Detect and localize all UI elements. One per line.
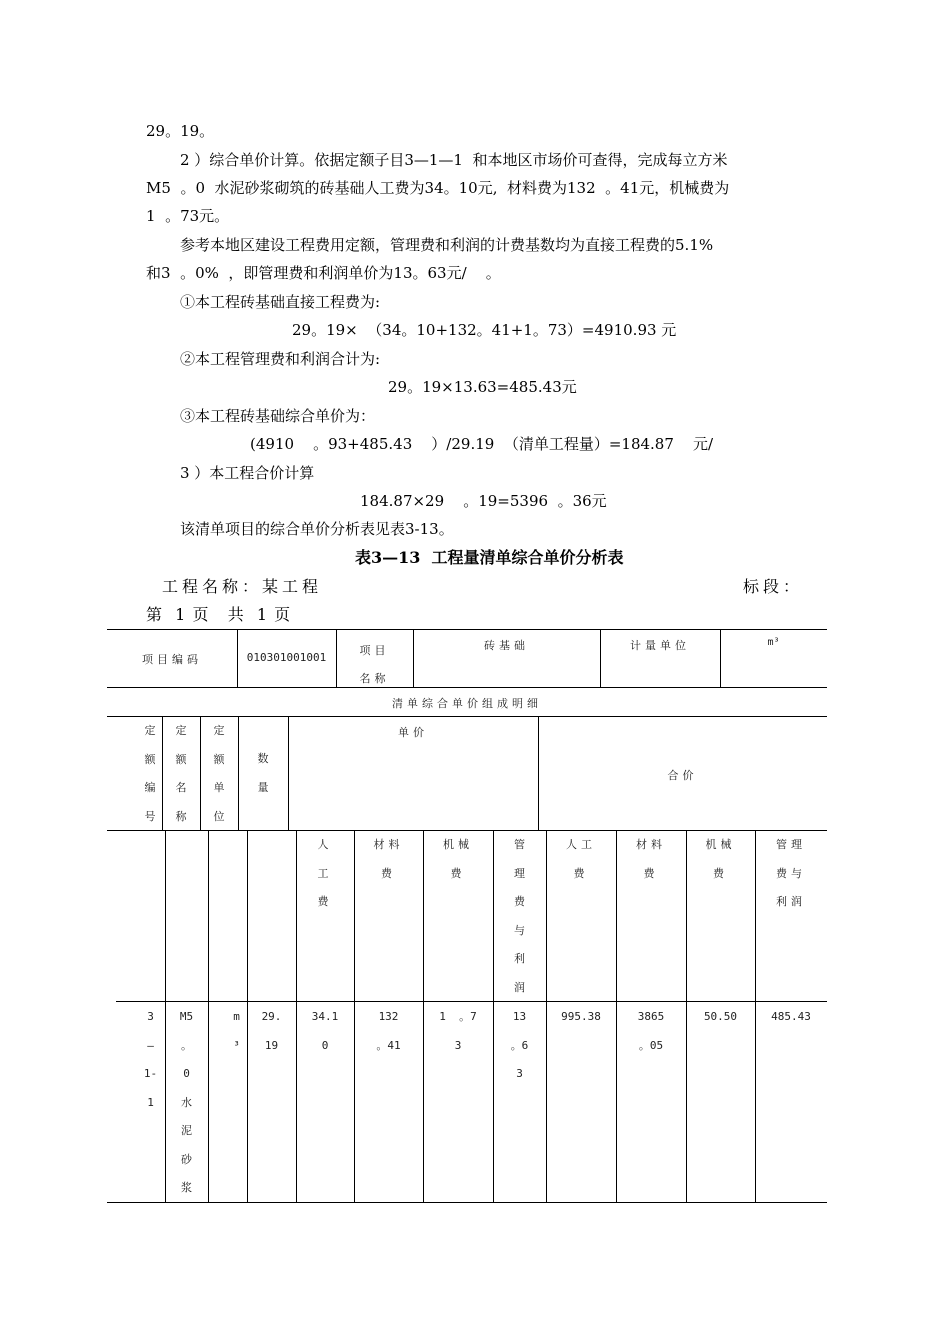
formula-1: 29。19× （34。10+132。41+1。73）=4910.93 元: [292, 321, 677, 339]
item-label: 项目 名称: [359, 644, 390, 685]
unit-label: 计量单位: [630, 639, 690, 652]
row-quota-code: 3 — 1- 1: [143, 1010, 158, 1109]
para-line-3a: 参考本地区建设工程费用定额，管理费和利润的计费基数均为直接工程费的5.1%: [180, 236, 714, 254]
sub-header-total-material: 材料 费: [636, 838, 666, 880]
para-line-1: 29。19。: [146, 122, 215, 140]
row-quota-unit: m ³: [233, 1010, 240, 1052]
row-total-labor: 995.38: [561, 1010, 601, 1023]
code-value: 010301001001: [246, 651, 327, 664]
code-label: 项目编码: [142, 653, 202, 666]
sub-header-total-labor: 人工 费: [566, 838, 596, 880]
para-line-8: 该清单项目的综合单价分析表见表3-13。: [180, 520, 454, 538]
row-mgmt: 13 。6 3: [510, 1010, 529, 1080]
sub-header-machine: 机械 费: [443, 838, 473, 880]
row-total-material: 3865 。05: [637, 1010, 665, 1052]
project-name: 工程名称：某工程: [162, 577, 323, 596]
para-line-6: ③本工程砖基础综合单价为：: [180, 407, 376, 425]
formula-3: (4910 。93+485.43 ）/29.19 （清单工程量）=184.87 元/: [250, 435, 714, 453]
section-label: 标段：: [743, 577, 804, 596]
row-total-machine: 50.50: [703, 1010, 738, 1023]
para-line-5: ②本工程管理费和利润合计为:: [180, 350, 381, 368]
para-line-2c: 1 。73元。: [146, 207, 230, 225]
sub-header-labor: 人 工 费: [317, 838, 333, 908]
col-quota-name: 定 额 名 称: [175, 724, 187, 823]
formula-4: 184.87×29 。19=5396 。36元: [360, 492, 607, 510]
col-quantity: 数 量: [257, 752, 269, 794]
col-quota-unit: 定 额 单 位: [213, 724, 225, 823]
table-title: 表3—13 工程量清单综合单价分析表: [355, 548, 624, 567]
row-machine: 1 。7 3: [439, 1010, 477, 1052]
para-line-4: ①本工程砖基础直接工程费为:: [180, 293, 381, 311]
page-count: 第 1 页 共 1 页: [146, 605, 292, 624]
sub-header-total-mgmt: 管理 费与 利润: [776, 838, 806, 908]
para-line-2a: 2 ）综合单价计算。依据定额子目3—1—1 和本地区市场价可查得，完成每立方米: [180, 151, 728, 169]
group-total: 合价: [667, 769, 698, 782]
detail-title: 清单综合单价组成明细: [392, 697, 542, 710]
row-labor: 34.1 0: [311, 1010, 339, 1052]
row-total-mgmt: 485.43: [771, 1010, 811, 1023]
item-value: 砖基础: [484, 639, 529, 652]
para-line-7: 3 ）本工程合价计算: [180, 464, 315, 482]
group-unit-price: 单价: [398, 726, 428, 739]
row-quantity: 29. 19: [261, 1010, 282, 1052]
row-material: 132 。41: [376, 1010, 401, 1052]
col-quota-code: 定 额 编 号: [144, 724, 156, 823]
para-line-3b: 和3 。0% ，即管理费和利润单价为13。63元/ 。: [146, 264, 501, 282]
para-line-2b: M5 。0 水泥砂浆砌筑的砖基础人工费为34。10元, 材料费为132 。41元，机械费为: [146, 179, 730, 197]
sub-header-mgmt: 管 理 费 与 利 润: [514, 838, 525, 994]
row-quota-name: M5 。 0 水 泥 砂 浆: [179, 1010, 194, 1194]
sub-header-total-machine: 机械 费: [705, 838, 736, 880]
formula-2: 29。19×13.63=485.43元: [388, 378, 577, 396]
sub-header-material: 材料 费: [373, 838, 404, 880]
unit-value: m³: [767, 637, 780, 648]
